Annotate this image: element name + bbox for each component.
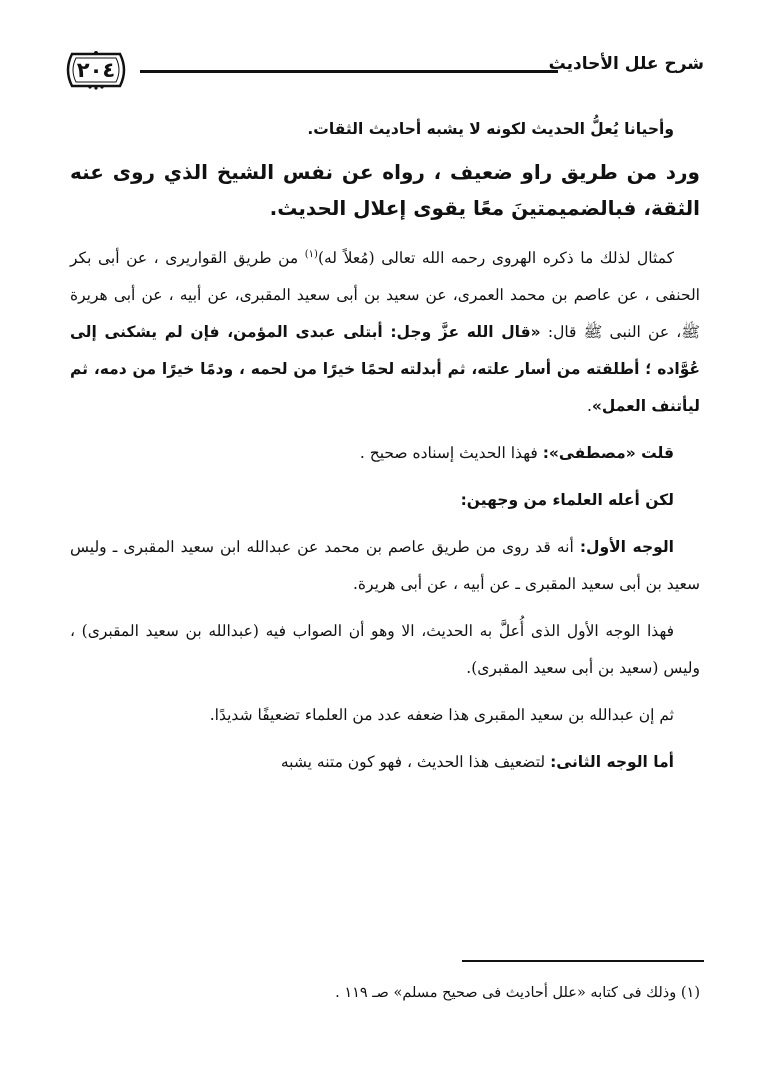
paragraph-8: ثم إن عبدالله بن سعيد المقبرى هذا ضعفه عدد من العلماء تضعيفًا شديدًا. — [209, 706, 674, 725]
paragraph-9 — [70, 744, 700, 781]
footnote: (١) وذلك فى كتابه «علل أحاديث فى صحيح مسلم» صـ ١١٩ . — [335, 985, 700, 1001]
paragraph-4 — [70, 435, 700, 472]
p3-intro: كمثال لذلك ما ذكره الهروى رحمه الله تعالى (مُعلاً له) — [317, 249, 674, 268]
page-number-ornament — [62, 50, 130, 90]
footnote-rule — [462, 960, 704, 962]
p3-end: . — [586, 397, 592, 416]
paragraph-7: فهذا الوجه الأول الذى أُعلَّ به الحديث، الا وهو أن الصواب فيه (عبدالله بن سعيد المقبرى) ، وليس (سعيد بن أبى سعيد المقبرى). — [70, 622, 700, 678]
page-number: ٢٠٤ — [76, 58, 116, 82]
paragraph-3 — [70, 236, 700, 425]
paragraph-2: ورد من طريق راو ضعيف ، رواه عن نفس الشيخ الذي روى عنه الثقة، فبالضميمتينَ معًا يقوى إعلال الحديث. — [70, 160, 700, 220]
footnote-marker: (١) — [304, 249, 318, 260]
p3-chain: من طريق القواريرى ، عن أبى بكر الحنفى ، عن عاصم بن محمد العمرى، عن سعيد بن أبى سعيد المقبرى، عن أبيه ، عن أبى هريرة ﷺ، عن النبى ﷺ قال: — [70, 249, 700, 342]
p6-label: الوجه الأول: — [579, 538, 674, 557]
paragraph-5: لكن أعله العلماء من وجهين: — [460, 491, 674, 510]
p6-text: أنه قد روى من طريق عاصم بن محمد عن عبدالله ابن سعيد المقبرى ـ وليس سعيد بن أبى سعيد المقبرى ـ عن أبيه ، عن أبى هريرة. — [70, 538, 700, 594]
page-header — [62, 44, 704, 100]
paragraph-6 — [70, 529, 700, 603]
p9-text: لتضعيف هذا الحديث ، فهو كون متنه يشبه — [280, 753, 551, 772]
p9-label: أما الوجه الثانى: — [550, 753, 674, 772]
book-title: شرح علل الأحاديث — [548, 54, 704, 74]
main-text — [70, 112, 700, 791]
header-rule — [140, 70, 558, 73]
paragraph-1: وأحيانا يُعلُّ الحديث لكونه لا يشبه أحاديث الثقات. — [307, 120, 674, 138]
hadith-quote: «قال الله عزَّ وجل: أبتلى عبدى المؤمن، فإن لم يشكنى إلى عُوَّاده ؛ أطلقته من أسار علته، ثم أبدلته لحمًا خيرًا من لحمه ، ودمًا خيرًا من دمه، ثم ليأتنف العمل» — [70, 323, 700, 416]
p4-text: فهذا الحديث إسناده صحيح . — [359, 444, 543, 463]
p4-label: قلت «مصطفى»: — [542, 444, 674, 463]
